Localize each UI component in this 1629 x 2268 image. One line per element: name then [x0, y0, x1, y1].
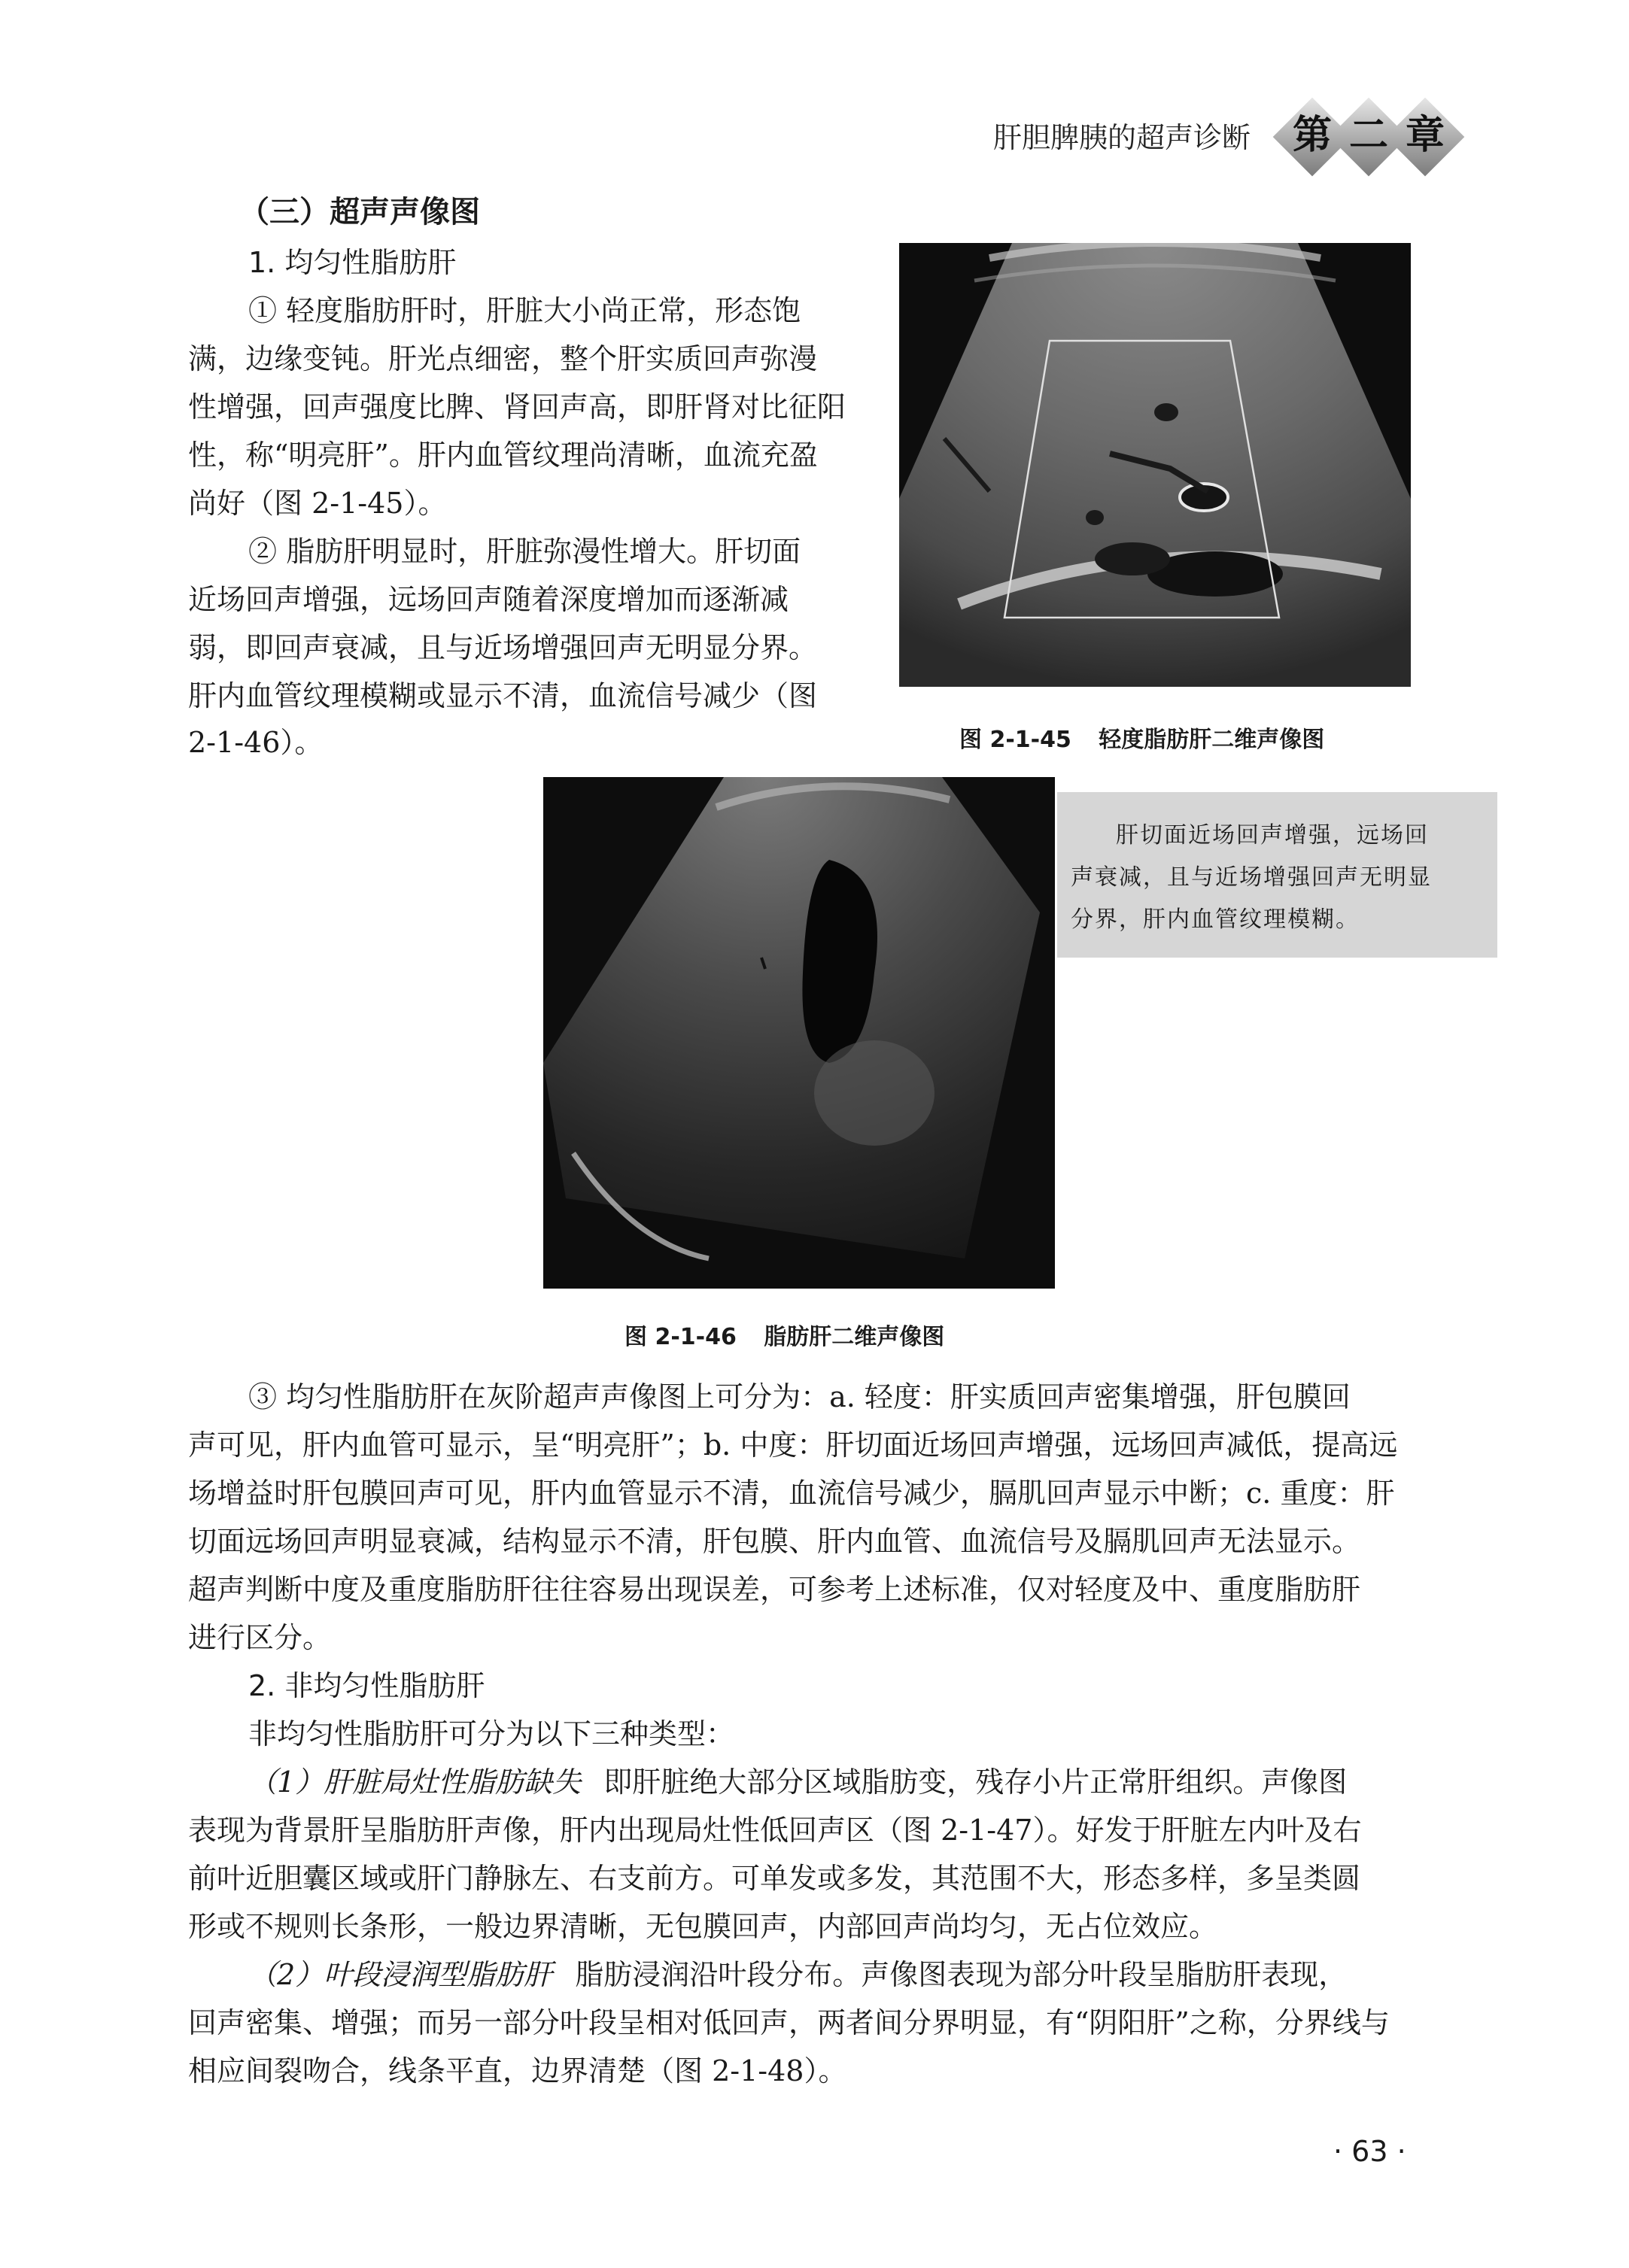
body-line: 相应间裂吻合，线条平直，边界清楚（图 2-1-48）。: [188, 2054, 847, 2087]
figure-caption-46: [625, 1318, 944, 1351]
col-line: 近场回声增强，远场回声随着深度增加而逐渐减: [188, 583, 789, 616]
col-line: 性增强，回声强度比脾、肾回声高，即肝肾对比征阳: [188, 390, 846, 424]
col-line: 肝内血管纹理模糊或显示不清，血流信号减少（图: [188, 679, 818, 712]
running-header-title: 肝胆脾胰的超声诊断: [993, 121, 1251, 154]
type2-text: 脂肪浸润沿叶段分布。声像图表现为部分叶段呈脂肪肝表现，: [575, 1958, 1348, 1991]
ultrasound-sector-fig46: [543, 777, 1055, 1289]
ultrasound-sector-fig45: [899, 243, 1411, 687]
chapter-char-1: 第: [1292, 113, 1332, 158]
figure-label-46: 图 2-1-46: [625, 1324, 737, 1350]
col-line: 尚好（图 2-1-45）。: [188, 487, 447, 520]
note-line: 肝切面近场回声增强，远场回: [1116, 822, 1429, 849]
type1-title: （1）肝脏局灶性脂肪缺失: [248, 1766, 582, 1799]
ultrasound-image-fig45: [899, 243, 1411, 687]
chapter-char-2: 二: [1348, 113, 1388, 158]
figure-title-45: 轻度脂肪肝二维声像图: [1099, 727, 1325, 753]
col-line: ② 脂肪肝明显时，肝脏弥漫性增大。肝切面: [248, 535, 801, 568]
body-line: 场增益时肝包膜回声可见，肝内血管显示不清，血流信号减少，膈肌回声显示中断；c. 重度：肝: [188, 1477, 1395, 1510]
body-line: 形或不规则长条形，一般边界清晰，无包膜回声，内部回声尚均匀，无占位效应。: [188, 1910, 1218, 1943]
figure-title-46: 脂肪肝二维声像图: [764, 1324, 945, 1350]
note-line: 声衰减，且与近场增强回声无明显: [1071, 864, 1432, 891]
subheading-nonuniform-fatty-liver: 2. 非均匀性脂肪肝: [248, 1669, 485, 1702]
figure-note-box: [1057, 792, 1497, 958]
body-line: 表现为背景肝呈脂肪肝声像，肝内出现局灶性低回声区（图 2-1-47）。好发于肝脏左内叶及右: [188, 1814, 1362, 1847]
body-line: 声可见，肝内血管可显示，呈“明亮肝”；b. 中度：肝切面近场回声增强，远场回声减低，提高远: [188, 1429, 1398, 1462]
figure-caption-45: [959, 721, 1324, 754]
figure-label-45: 图 2-1-45: [959, 727, 1071, 753]
body-line: 回声密集、增强；而另一部分叶段呈相对低回声，两者间分界明显，有“阴阳肝”之称，分界线与: [188, 2006, 1390, 2039]
subheading-uniform-fatty-liver: 1. 均匀性脂肪肝: [248, 246, 457, 279]
page-number: · 63 ·: [1333, 2135, 1406, 2168]
col-line: 2-1-46）。: [188, 726, 324, 759]
col-line: 弱，即回声衰减，且与近场增强回声无明显分界。: [188, 631, 818, 664]
type2-first-line: [248, 1960, 1347, 1989]
body-line: 超声判断中度及重度脂肪肝往往容易出现误差，可参考上述标准，仅对轻度及中、重度脂肪肝: [188, 1573, 1361, 1606]
body-line: 进行区分。: [188, 1621, 332, 1654]
type1-first-line: [248, 1766, 1348, 1799]
body-line: 前叶近胆囊区域或肝门静脉左、右支前方。可单发或多发，其范围不大，形态多样，多呈类圆: [188, 1862, 1361, 1895]
section-heading: （三）超声声像图: [239, 195, 480, 229]
type2-title: （2）叶段浸润型脂肪肝: [248, 1958, 553, 1991]
body-line: 切面远场回声明显衰减，结构显示不清，肝包膜、肝内血管、血流信号及膈肌回声无法显示。: [188, 1525, 1361, 1558]
note-line: 分界，肝内血管纹理模糊。: [1071, 906, 1360, 933]
type1-text: 即肝脏绝大部分区域脂肪变，残存小片正常肝组织。声像图: [603, 1766, 1348, 1799]
body-line: ③ 均匀性脂肪肝在灰阶超声声像图上可分为：a. 轻度：肝实质回声密集增强，肝包膜回: [248, 1380, 1351, 1413]
ultrasound-image-fig46: [543, 777, 1055, 1289]
chapter-char-3: 章: [1405, 113, 1445, 158]
col-line: ① 轻度脂肪肝时，肝脏大小尚正常，形态饱: [248, 294, 801, 327]
col-line: 满，边缘变钝。肝光点细密，整个肝实质回声弥漫: [188, 342, 818, 375]
intro-line: 非均匀性脂肪肝可分为以下三种类型：: [248, 1717, 735, 1750]
col-line: 性，称“明亮肝”。肝内血管纹理尚清晰，血流充盈: [188, 439, 818, 472]
